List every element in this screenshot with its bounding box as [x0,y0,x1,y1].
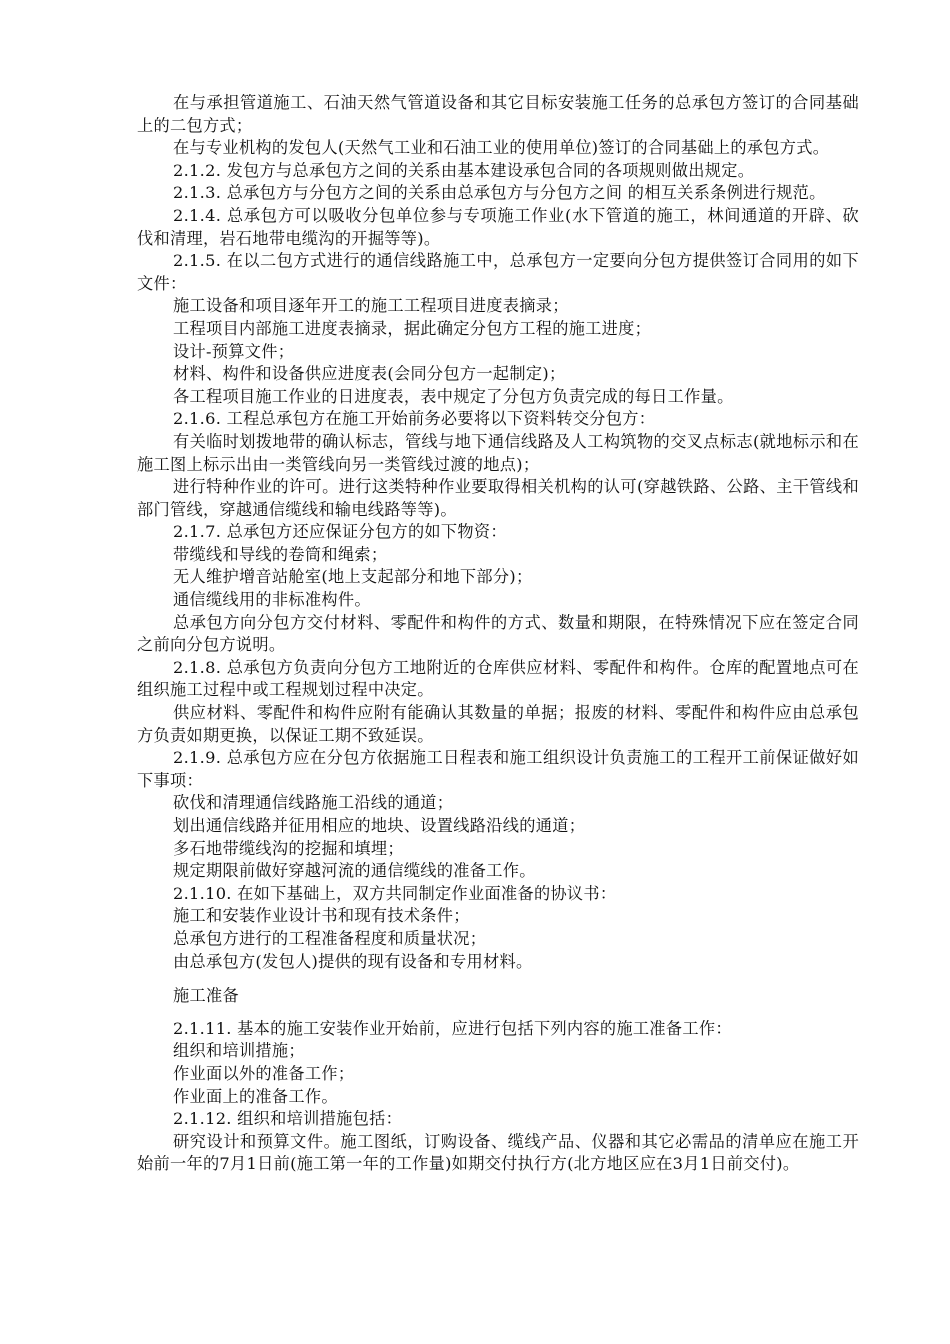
paragraph: 材料、构件和设备供应进度表(会同分包方一起制定)； [173,364,566,384]
paragraph: 施工设备和项目逐年开工的施工工程项目进度表摘录； [173,296,569,316]
paragraph: 设计-预算文件； [173,341,295,361]
paragraph: 多石地带缆线沟的挖掘和填埋； [173,838,404,858]
paragraph: 2.1.9. 总承包方应在分包方依据施工日程表和施工组织设计负责施工的工程开工前保证做好如下事项： [137,748,859,790]
paragraph: 2.1.7. 总承包方还应保证分包方的如下物资： [173,522,507,542]
paragraph: 在与承担管道施工、石油天然气管道设备和其它目标安装施工任务的总承包方签订的合同基础上的二包方式； [137,93,859,135]
paragraph: 总承包方向分包方交付材料、零配件和构件的方式、数量和期限，在特殊情况下应在签定合同之前向分包方说明。 [137,612,859,655]
paragraph: 2.1.5. 在以二包方式进行的通信线路施工中，总承包方一定要向分包方提供签订合同用的如下文件： [137,251,859,293]
paragraph: 2.1.10. 在如下基础上，双方共同制定作业面准备的协议书： [173,883,617,903]
paragraph: 2.1.8. 总承包方负责向分包方工地附近的仓库供应材料、零配件和构件。仓库的配置地点可在组织施工过程中或工程规划过程中决定。 [137,657,859,700]
paragraph: 2.1.4. 总承包方可以吸收分包单位参与专项施工作业(水下管道的施工，林间通道的开辟、砍伐和清理，岩石地带电缆沟的开掘等等)。 [137,205,859,248]
document-page [137,92,859,1176]
paragraph-group-a [137,92,859,973]
paragraph: 总承包方进行的工程准备程度和质量状况； [173,928,487,948]
paragraph: 规定期限前做好穿越河流的通信缆线的准备工作。 [173,861,536,881]
paragraph: 2.1.12. 组织和培训措施包括： [173,1109,403,1129]
paragraph: 作业面以外的准备工作； [173,1063,355,1083]
paragraph: 无人维护增音站舱室(地上支起部分和地下部分)； [173,567,533,587]
paragraph: 2.1.2. 发包方与总承包方之间的关系由基本建设承包合同的各项规则做出规定。 [173,160,755,180]
paragraph: 由总承包方(发包人)提供的现有设备和专用材料。 [173,951,533,971]
paragraph: 各工程项目施工作业的日进度表，表中规定了分包方负责完成的每日工作量。 [173,386,734,406]
paragraph: 2.1.11. 基本的施工安装作业开始前，应进行包括下列内容的施工准备工作： [173,1018,732,1038]
paragraph: 进行特种作业的许可。进行这类特种作业要取得相关机构的认可(穿越铁路、公路、主干管线和部门管线，穿越通信缆线和输电线路等等)。 [137,477,859,519]
paragraph: 有关临时划拨地带的确认标志，管线与地下通信线路及人工构筑物的交叉点标志(就地标示和在施工图上标示出由一类管线向另一类管线过渡的地点)； [137,431,859,474]
paragraph: 砍伐和清理通信线路施工沿线的通道； [173,793,454,813]
paragraph: 供应材料、零配件和构件应附有能确认其数量的单据；报废的材料、零配件和构件应由总承包方负责如期更换，以保证工期不致延误。 [137,703,859,745]
paragraph: 施工和安装作业设计书和现有技术条件； [173,906,470,926]
paragraph: 工程项目内部施工进度表摘录，据此确定分包方工程的施工进度； [173,318,652,338]
paragraph-group-b [137,1018,859,1176]
paragraph: 2.1.3. 总承包方与分包方之间的关系由总承包方与分包方之间 的相互关系条例进行规范。 [173,183,826,203]
paragraph: 组织和培训措施； [173,1041,305,1061]
section-heading: 施工准备 [173,986,239,1006]
paragraph: 研究设计和预算文件。施工图纸，订购设备、缆线产品、仪器和其它必需品的清单应在施工开始前一年的7月1日前(施工第一年的工作量)如期交付执行方(北方地区应在3月1日前交付)。 [137,1131,859,1174]
paragraph: 在与专业机构的发包人(天然气工业和石油工业的使用单位)签订的合同基础上的承包方式。 [173,138,830,158]
paragraph: 通信缆线用的非标准构件。 [173,590,371,610]
paragraph: 2.1.6. 工程总承包方在施工开始前务必要将以下资料转交分包方： [173,409,656,429]
paragraph: 划出通信线路并征用相应的地块、设置线路沿线的通道； [173,816,586,835]
paragraph: 作业面上的准备工作。 [173,1086,338,1106]
paragraph: 带缆线和导线的卷筒和绳索； [173,544,388,564]
